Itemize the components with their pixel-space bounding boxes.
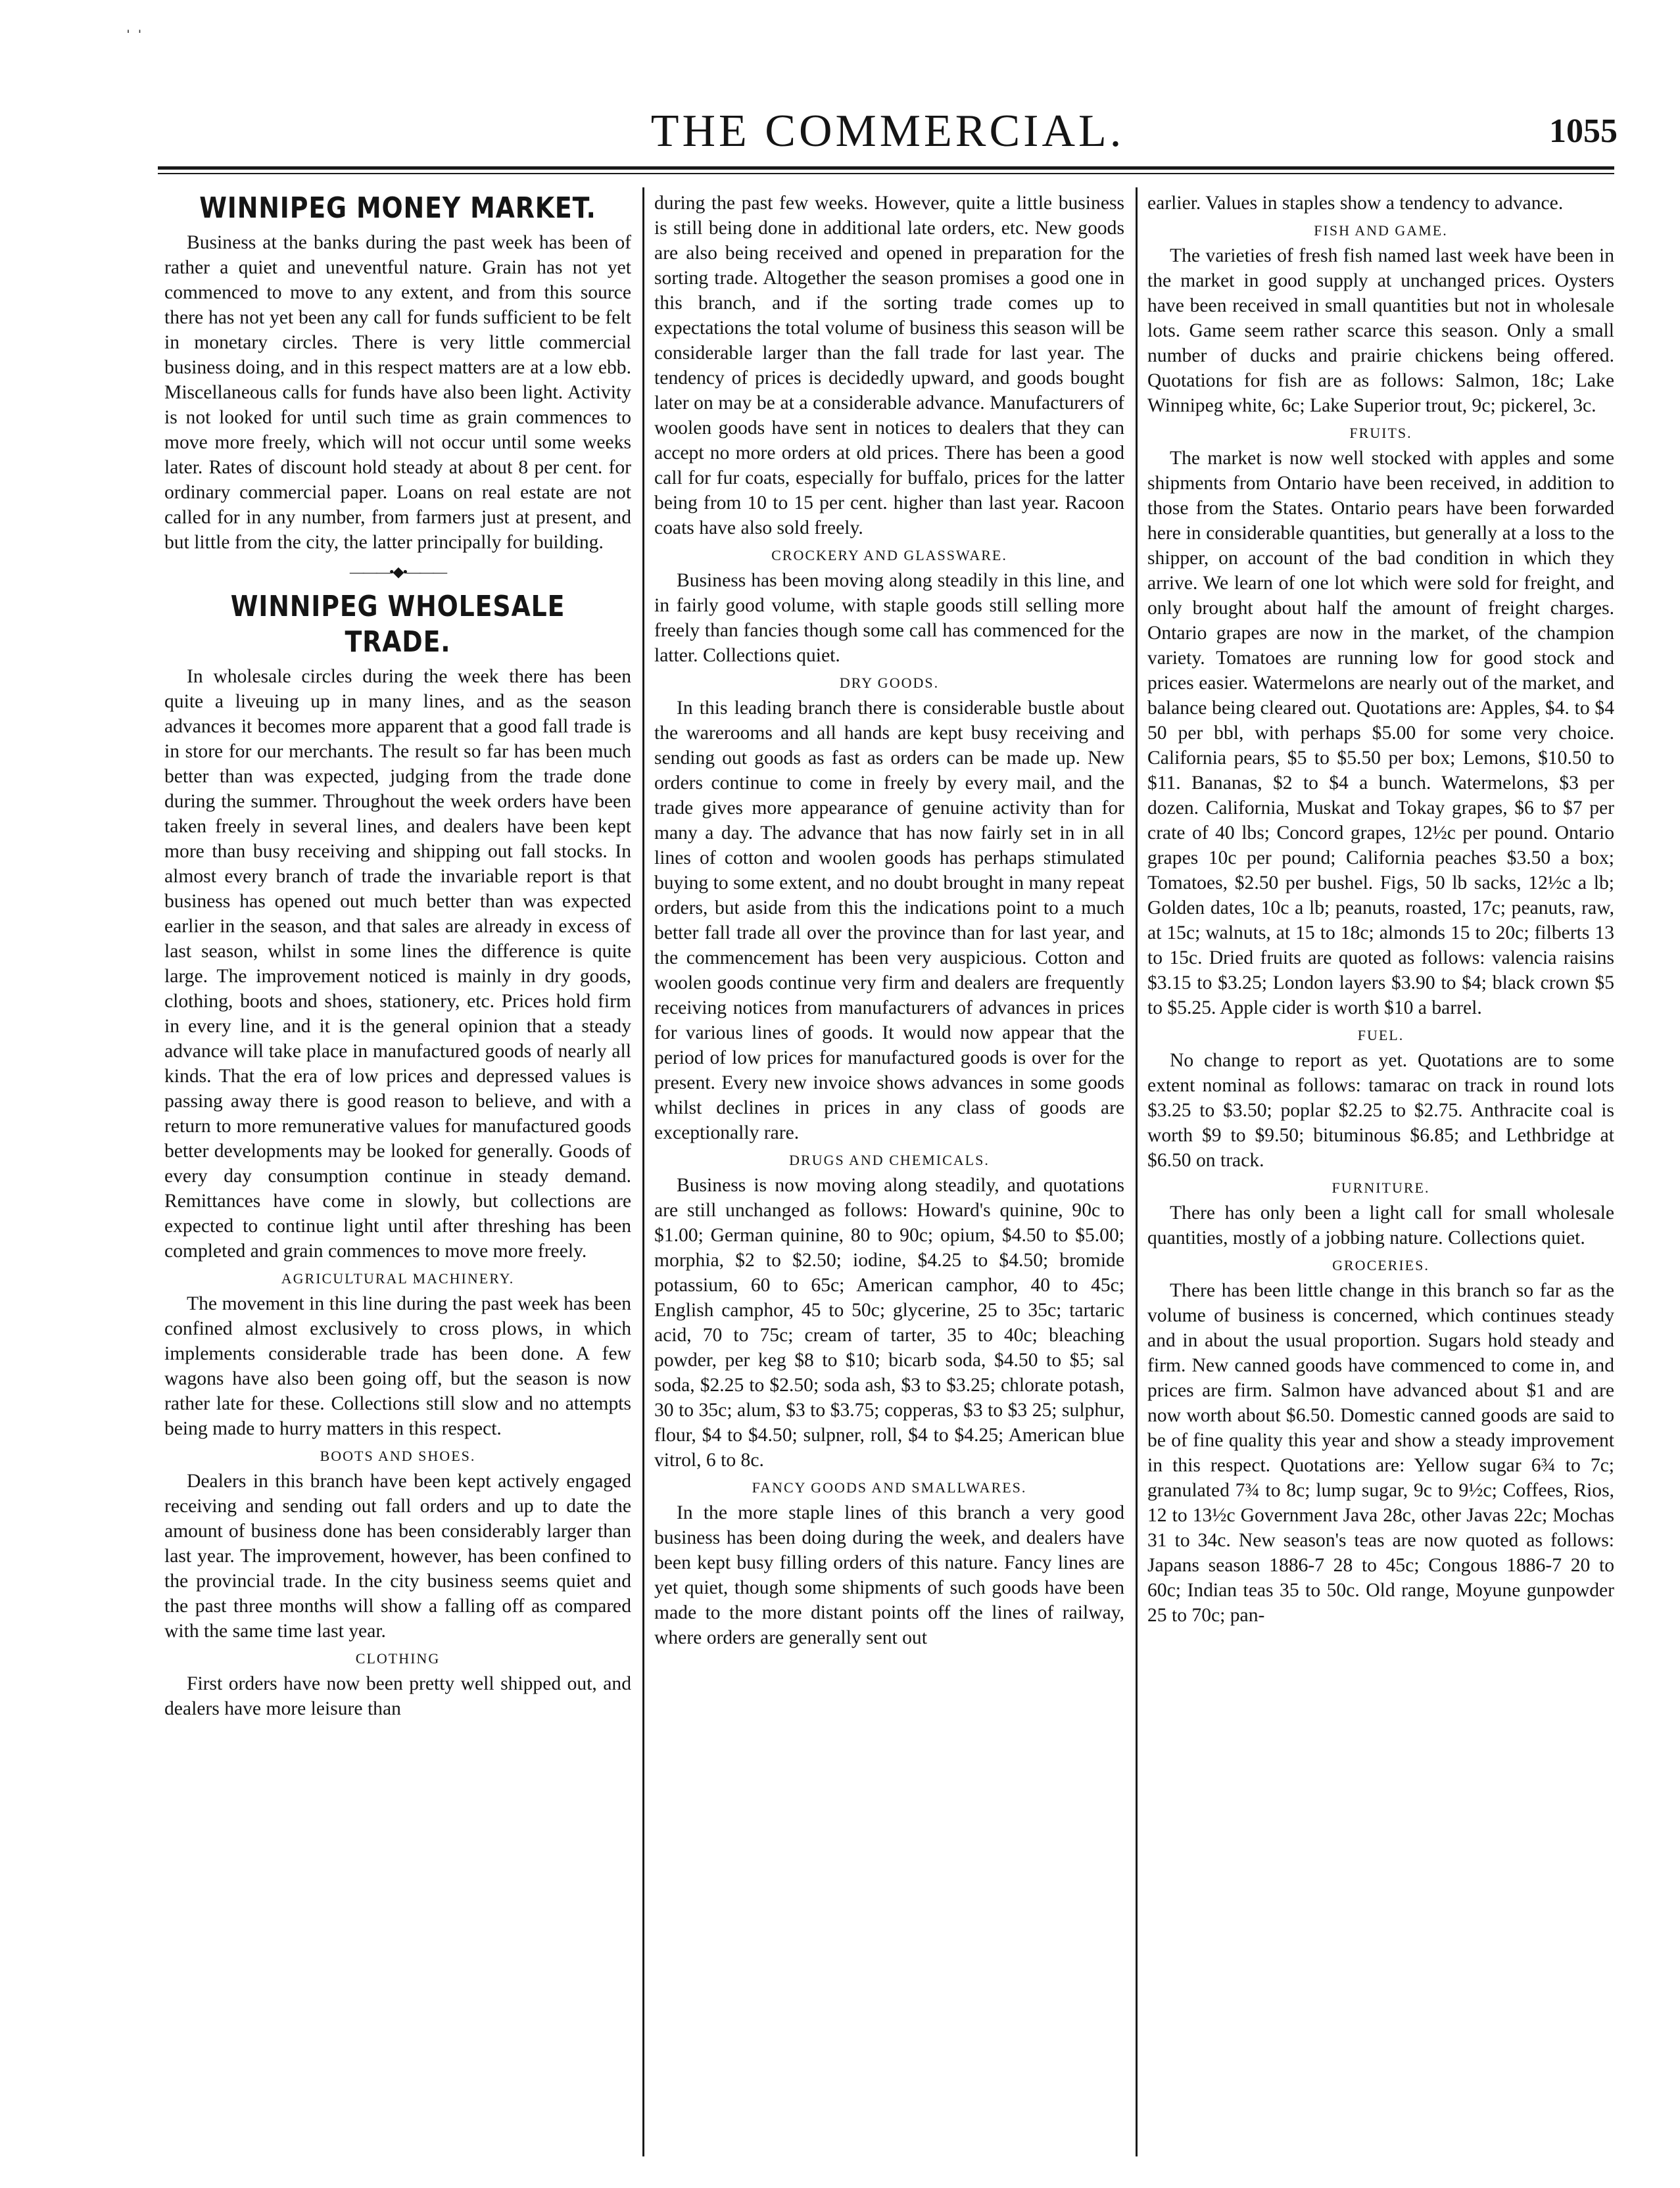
section-subheading: FRUITS. <box>1349 425 1412 441</box>
margin-mark: ˈ ˈ <box>125 26 143 48</box>
section-subheading: FURNITURE. <box>1332 1179 1430 1196</box>
section-subheading: CLOTHING <box>355 1650 441 1667</box>
column-3 <box>1147 191 1614 2156</box>
column-divider-right <box>1136 187 1138 2156</box>
paragraph: There has only been a light call for small wholesale quantities, mostly of a jobbing nature. Collections quiet. <box>1147 1202 1614 1249</box>
section-subheading: FISH AND GAME. <box>1314 222 1448 239</box>
paragraph: In the more staple lines of this branch a very good business has been doing during the week, and dealers have been kept busy filling orders of this nature. Fancy lines are yet quiet, though some shipments of such goods have been made to the more distant points off the lines of railway, where orders are generally sent out <box>654 1502 1124 1648</box>
column-1 <box>164 191 631 2156</box>
section-subheading: CROCKERY AND GLASSWARE. <box>771 547 1007 563</box>
paragraph: Business at the banks during the past week has been of rather a quiet and uneventful nature. Grain has not yet commenced to move to any extent, and from this source there has not yet been any call for funds sufficient to be felt in monetary circles. There is very little commercial business doing, and in this respect matters are at a low ebb. Miscellaneous calls for funds have also been light. Activity is not looked for until such time as grain commences to move more freely, which will not occur until some weeks later. Rates of discount hold steady at about 8 per cent. for ordinary commercial paper. Loans on real estate are not called for in any number, from farmers just at present, and but little from the city, the latter principally for building. <box>164 232 631 553</box>
column-divider-left <box>642 187 644 2156</box>
page-number: 1055 <box>1549 112 1618 150</box>
masthead <box>158 99 1618 158</box>
publication-title: THE COMMERCIAL. <box>650 106 1125 156</box>
paragraph: earlier. Values in staples show a tendency to advance. <box>1147 193 1564 214</box>
paragraph: during the past few weeks. However, quite a little business is still being done in additional late orders, etc. New goods are also being received and opened in preparation for the sorting trade. Altogether the season promises a good one in this branch, and if the sorting trade comes up to expectations the total volume of business this season will be considerable larger than the fall trade for last year. The tendency of prices is decidedly upward, and goods bought later on may be at a considerable advance. Manufacturers of woolen goods have sent in notices to dealers that they can accept no more orders at old prices. There has been a good call for fur coats, especially for buffalo, prices for the latter being from 10 to 15 per cent. higher than last year. Racoon coats have also sold freely. <box>654 193 1124 538</box>
paragraph: First orders have now been pretty well shipped out, and dealers have more leisure than <box>164 1673 631 1719</box>
paragraph: The movement in this line during the past week has been confined almost exclusively to cross plows, in which implements considerable trade has been done. A few wagons have also been going off, but the season is now rather late for these. Collections still slow and no attempts being made to hurry matters in this respect. <box>164 1293 631 1439</box>
paragraph: Dealers in this branch have been kept actively engaged receiving and sending out fall orders and up to date the amount of business done has been considerably larger than last year. The improvement, however, has been confined to the provincial trade. In the city business seems quiet and the past three months will show a falling off as compared with the same time last year. <box>164 1471 631 1642</box>
paragraph: There has been little change in this branch so far as the volume of business is concerned, which continues steady and in about the usual proportion. Sugars hold steady and firm. New canned goods have commenced to come in, and prices are firm. Salmon have advanced about $1 and are now worth about $6.50. Domestic canned goods are said to be of fine quality this year and show a steady improvement in this respect. Quotations are: Yellow sugar 6¾ to 7c; granulated 7¾ to 8c; lump sugar, 9c to 9½c; Coffees, Rios, 12 to 13½c Government Java 28c, other Javas 22c; Mochas 31 to 34c. New season's teas are now quoted as follows: Japans season 1886-7 28 to 45c; Congous 1886-7 20 to 60c; Indian teas 35 to 50c. Old range, Moyune gunpowder 25 to 70c; pan- <box>1147 1280 1614 1626</box>
section-subheading: BOOTS AND SHOES. <box>320 1448 476 1464</box>
section-subheading: FUEL. <box>1357 1027 1404 1043</box>
article-heading: WINNIPEG MONEY MARKET. <box>199 191 596 225</box>
ornamental-separator: ———•◆•——— <box>349 563 446 580</box>
column-2 <box>654 191 1124 2156</box>
header-rule-thick <box>158 166 1614 170</box>
paragraph: Business has been moving along steadily in this line, and in fairly good volume, with staple goods still selling more freely than fancies though some call has commenced for the latter. Collections quiet. <box>654 570 1124 666</box>
section-subheading: AGRICULTURAL MACHINERY. <box>281 1270 515 1287</box>
paragraph: In wholesale circles during the week there has been quite a liveuing up in many lines, and as the season advances it becomes more apparent that a good fall trade is in store for our merchants. The result so far has been much better than was expected, judging from the trade done during the summer. Throughout the week orders have been taken freely in several lines, and dealers have been kept more than busy receiving and shipping out fall stocks. In almost every branch of trade the invariable report is that business has opened out much better than was expected earlier in the season, and that sales are already in excess of last season, whilst in some lines the difference is quite large. The improvement noticed is mainly in dry goods, clothing, boots and shoes, stationery, etc. Prices hold firm in every line, and it is the general opinion that a steady advance will take place in manufactured goods of nearly all kinds. That the era of low prices and depressed values is passing away there is good reason to believe, and with a return to more remunerative values for manufactured goods better developments may be looked for generally. Goods of every day consumption continue in steady demand. Remittances have come in slowly, but collections are expected to continue light until after threshing has been completed and grain commences to move more freely. <box>164 666 631 1262</box>
paragraph: No change to report as yet. Quotations are to some extent nominal as follows: tamarac on track in round lots $3.25 to $3.50; poplar $2.25 to $2.75. Anthracite coal is worth $9 to $9.50; bituminous $6.85; and Lethbridge at $6.50 on track. <box>1147 1050 1614 1171</box>
paragraph: Business is now moving along steadily, and quotations are still unchanged as follows: Howard's quinine, 90c to $1.00; German quinine, 80 to 90c; opium, $4.50 to $5.00; morphia, $2 to $2.50; iodine, $4.25 to $4.50; bromide potassium, 60 to 65c; American camphor, 40 to 45c; English camphor, 45 to 50c; glycerine, 25 to 35c; tartaric acid, 70 to 75c; cream of tarter, 35 to 40c; bleaching powder, per keg $8 to $10; bicarb soda, $4.50 to $5; sal soda, $2.25 to $2.50; soda ash, $3 to $3.25; chlorate potash, 30 to 35c; alum, $3 to $3.75; copperas, $3 to $3 25; sulphur, flour, $4 to $4.50; sulpner, roll, $4 to $4.25; American blue vitrol, 6 to 8c. <box>654 1175 1124 1471</box>
paragraph: The varieties of fresh fish named last week have been in the market in good supply at unchanged prices. Oysters have been received in small quantities but not in wholesale lots. Game seem rather scarce this season. Only a small number of ducks and prairie chickens being offered. Quotations for fish are as follows: Salmon, 18c; Lake Winnipeg white, 6c; Lake Superior trout, 9c; pickerel, 3c. <box>1147 245 1614 416</box>
paragraph: In this leading branch there is considerable bustle about the warerooms and all hands are kept busy receiving and sending out goods as fast as orders can be made up. New orders continue to come in freely by every mail, and the trade gives more appearance of genuine activity than for many a day. The advance that has now fairly set in in all lines of cotton and woolen goods has perhaps stimulated buying to some extent, and no doubt brought in many repeat orders, but aside from this the indications point to a much better fall trade all over the province than for last year, and the commencement has been very auspicious. Cotton and woolen goods continue very firm and dealers are frequently receiving notices from manufacturers of advances in prices for various lines of goods. It would now appear that the period of low prices for manufactured goods is over for the present. Every new invoice shows advances in some goods whilst declines in prices in any class of goods are exceptionally rare. <box>654 698 1124 1143</box>
section-subheading: DRY GOODS. <box>839 675 940 691</box>
article-heading: WINNIPEG WHOLESALE TRADE. <box>230 590 565 659</box>
header-rule-thin <box>158 173 1614 174</box>
section-subheading: FANCY GOODS AND SMALLWARES. <box>752 1479 1027 1496</box>
section-subheading: DRUGS AND CHEMICALS. <box>789 1152 990 1168</box>
paragraph: The market is now well stocked with apples and some shipments from Ontario have been received, in addition to those from the States. Ontario pears have been forwarded here in considerable quantities, but generally at a loss to the shipper, on account of the bad condition in which they arrive. We learn of one lot which were sold for freight, and only brought about half the amount of freight charges. Ontario grapes are now in the market, of the champion variety. Tomatoes are running low for good stock and prices easier. Watermelons are nearly out of the market, and balance being cleared out. Quotations are: Apples, $4. to $4 50 per bbl, with perhaps $5.00 for some very choice. California pears, $5 to $5.50 per box; Lemons, $10.50 to $11. Bananas, $2 to $4 a bunch. Watermelons, $3 per dozen. California, Muskat and Tokay grapes, $6 to $7 per crate of 40 lbs; Concord grapes, 12½c per pound. Ontario grapes 10c per pound; California peaches $3.50 a box; Tomatoes, $2.50 per bushel. Figs, 50 lb sacks, 12½c a lb; Golden dates, 10c a lb; peanuts, roasted, 17c; peanuts, raw, at 15c; walnuts, at 15 to 18c; almonds 15 to 20c; filberts 13 to 15c. Dried fruits are quoted as follows: valencia raisins $3.15 to $3.25; London layers $3.90 to $4; black crown $5 to $5.25. Apple cider is worth $10 a barrel. <box>1147 448 1614 1018</box>
section-subheading: GROCERIES. <box>1332 1257 1429 1273</box>
